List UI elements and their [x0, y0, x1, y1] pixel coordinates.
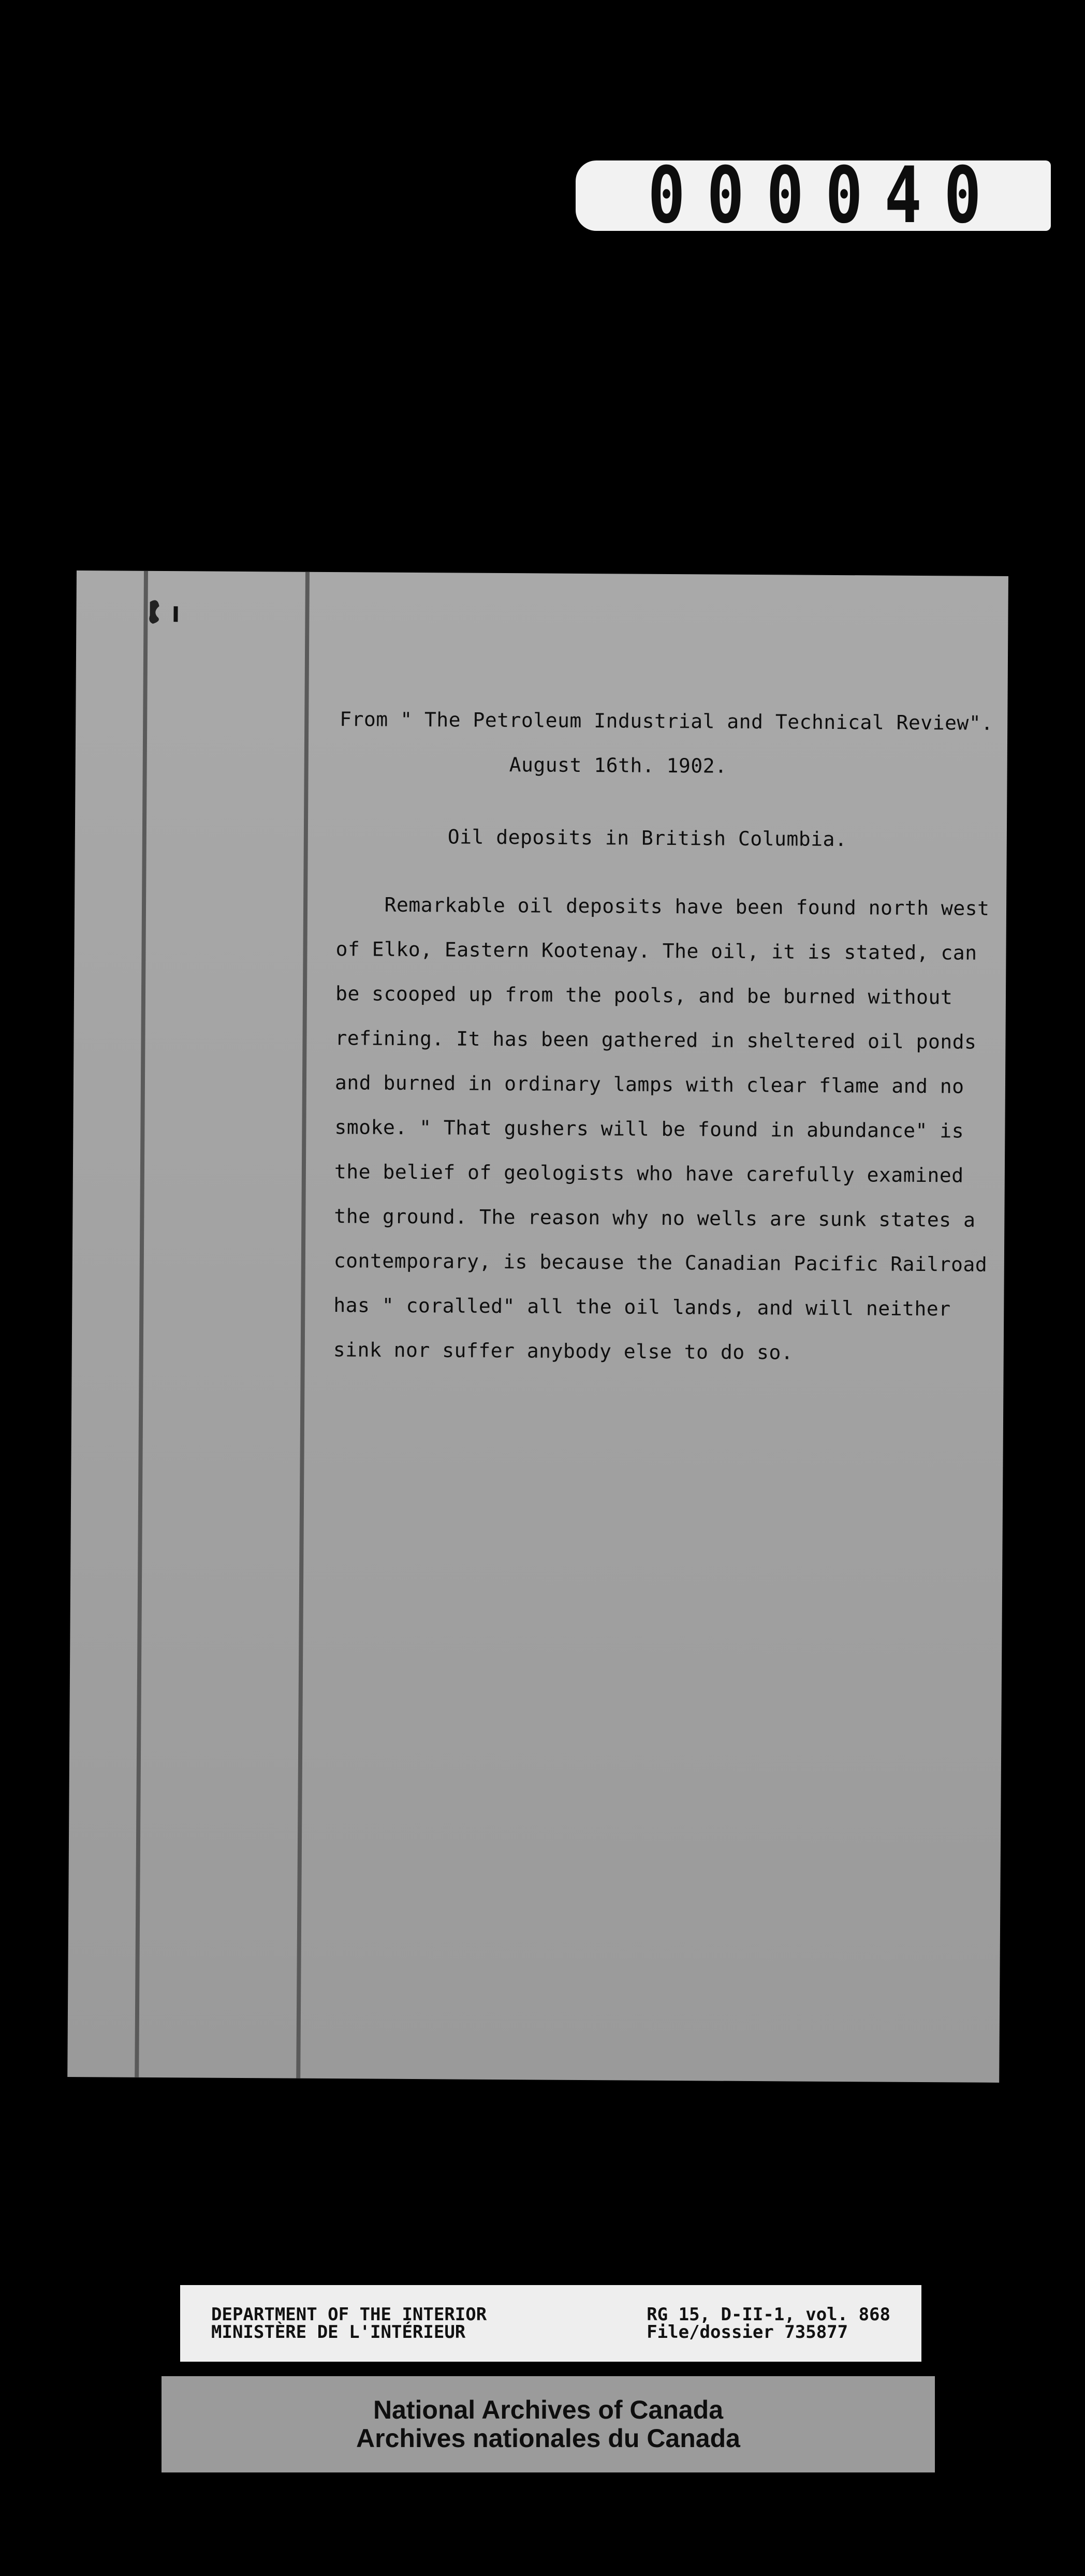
department-fr: MINISTÈRE DE L'INTÉRIEUR [211, 2322, 466, 2343]
margin-rule-left [135, 571, 148, 2077]
archive-reference [647, 2306, 890, 2341]
typed-document-page [67, 570, 1008, 2083]
frame-digit: 0 [707, 151, 742, 241]
archive-department-label [180, 2285, 921, 2362]
frame-digit: 0 [944, 151, 979, 241]
body-line: the ground. The reason why no wells are sunk states a [334, 1205, 976, 1232]
file-number: File/dossier 735877 [647, 2322, 848, 2343]
record-group-reference: RG 15, D-II-1, vol. 868 [647, 2304, 890, 2325]
body-line: contemporary, is because the Canadian Pacific Railroad [333, 1249, 988, 1276]
body-line: smoke. " That gushers will be found in abundance" is [334, 1116, 964, 1143]
body-line: be scooped up from the pools, and be burned without [335, 982, 953, 1009]
body-line: sink nor suffer anybody else to do so. [333, 1338, 794, 1364]
body-line: Remarkable oil deposits have been found north west [335, 893, 990, 920]
body-line: has " coralled" all the oil lands, and will neither [333, 1294, 951, 1321]
date-line: August 16th. 1902. [509, 753, 727, 778]
body-line: of Elko, Eastern Kootenay. The oil, it is stated, can [335, 938, 977, 964]
article-title: Oil deposits in British Columbia. [447, 825, 847, 851]
punch-hole-marks-icon [139, 592, 217, 634]
frame-number-label [576, 151, 1051, 241]
body-line: the belief of geologists who have carefully examined [334, 1160, 964, 1187]
frame-digit: 0 [825, 151, 860, 241]
archives-name-en: National Archives of Canada [373, 2395, 724, 2424]
department-en: DEPARTMENT OF THE INTERIOR [211, 2304, 487, 2325]
margin-rule-right [296, 572, 310, 2079]
body-line: refining. It has been gathered in sheltered oil ponds [335, 1027, 977, 1053]
source-line: From " The Petroleum Industrial and Technical Review". [340, 708, 993, 735]
frame-digit: 4 [884, 151, 920, 241]
frame-digit: 0 [648, 151, 683, 241]
archives-name-fr: Archives nationales du Canada [356, 2424, 740, 2453]
body-line: and burned in ordinary lamps with clear flame and no [334, 1071, 964, 1098]
department-names [211, 2306, 487, 2341]
frame-digit: 0 [766, 151, 801, 241]
national-archives-banner [162, 2376, 935, 2472]
